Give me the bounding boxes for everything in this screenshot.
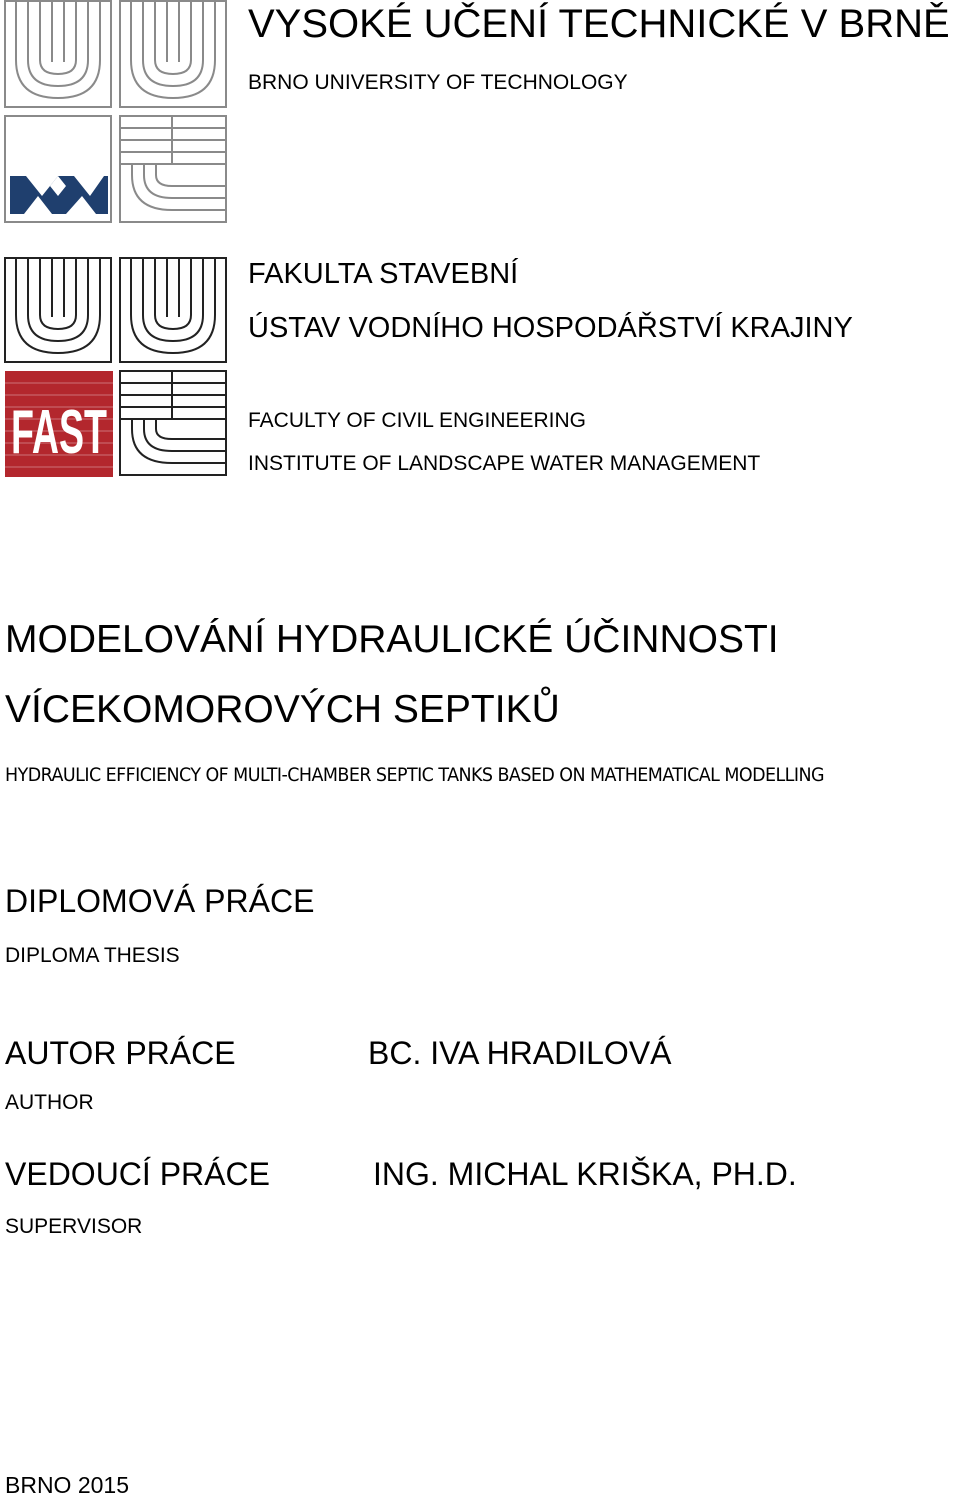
supervisor-label-en: SUPERVISOR [5,1215,143,1238]
thesis-title-cz-line2: VÍCEKOMOROVÝCH SEPTIKŮ [5,688,560,731]
author-label-cz: AUTOR PRÁCE [5,1035,236,1071]
author-name: BC. IVA HRADILOVÁ [368,1035,672,1071]
thesis-type-cz: DIPLOMOVÁ PRÁCE [5,883,315,919]
vut-logo [4,0,228,224]
supervisor-label-cz: VEDOUCÍ PRÁCE [5,1156,270,1192]
svg-text:FAST: FAST [11,398,108,467]
university-name-en: BRNO UNIVERSITY OF TECHNOLOGY [248,71,628,94]
fast-logo [4,257,228,479]
university-name-cz: VYSOKÉ UČENÍ TECHNICKÉ V BRNĚ [248,2,950,46]
author-label-en: AUTHOR [5,1091,94,1114]
place-year: BRNO 2015 [5,1472,130,1498]
institute-name-en: INSTITUTE OF LANDSCAPE WATER MANAGEMENT [248,452,761,475]
faculty-name-en: FACULTY OF CIVIL ENGINEERING [248,409,587,432]
faculty-name-cz: FAKULTA STAVEBNÍ [248,258,519,290]
thesis-title-en: HYDRAULIC EFFICIENCY OF MULTI-CHAMBER SEPTIC TANKS BASED ON MATHEMATICAL MODELLING [5,764,825,786]
supervisor-name: ING. MICHAL KRIŠKA, PH.D. [373,1156,797,1192]
institute-name-cz: ÚSTAV VODNÍHO HOSPODÁŘSTVÍ KRAJINY [248,312,853,344]
thesis-title-cz-line1: MODELOVÁNÍ HYDRAULICKÉ ÚČINNOSTI [5,618,779,661]
thesis-type-en: DIPLOMA THESIS [5,944,180,967]
